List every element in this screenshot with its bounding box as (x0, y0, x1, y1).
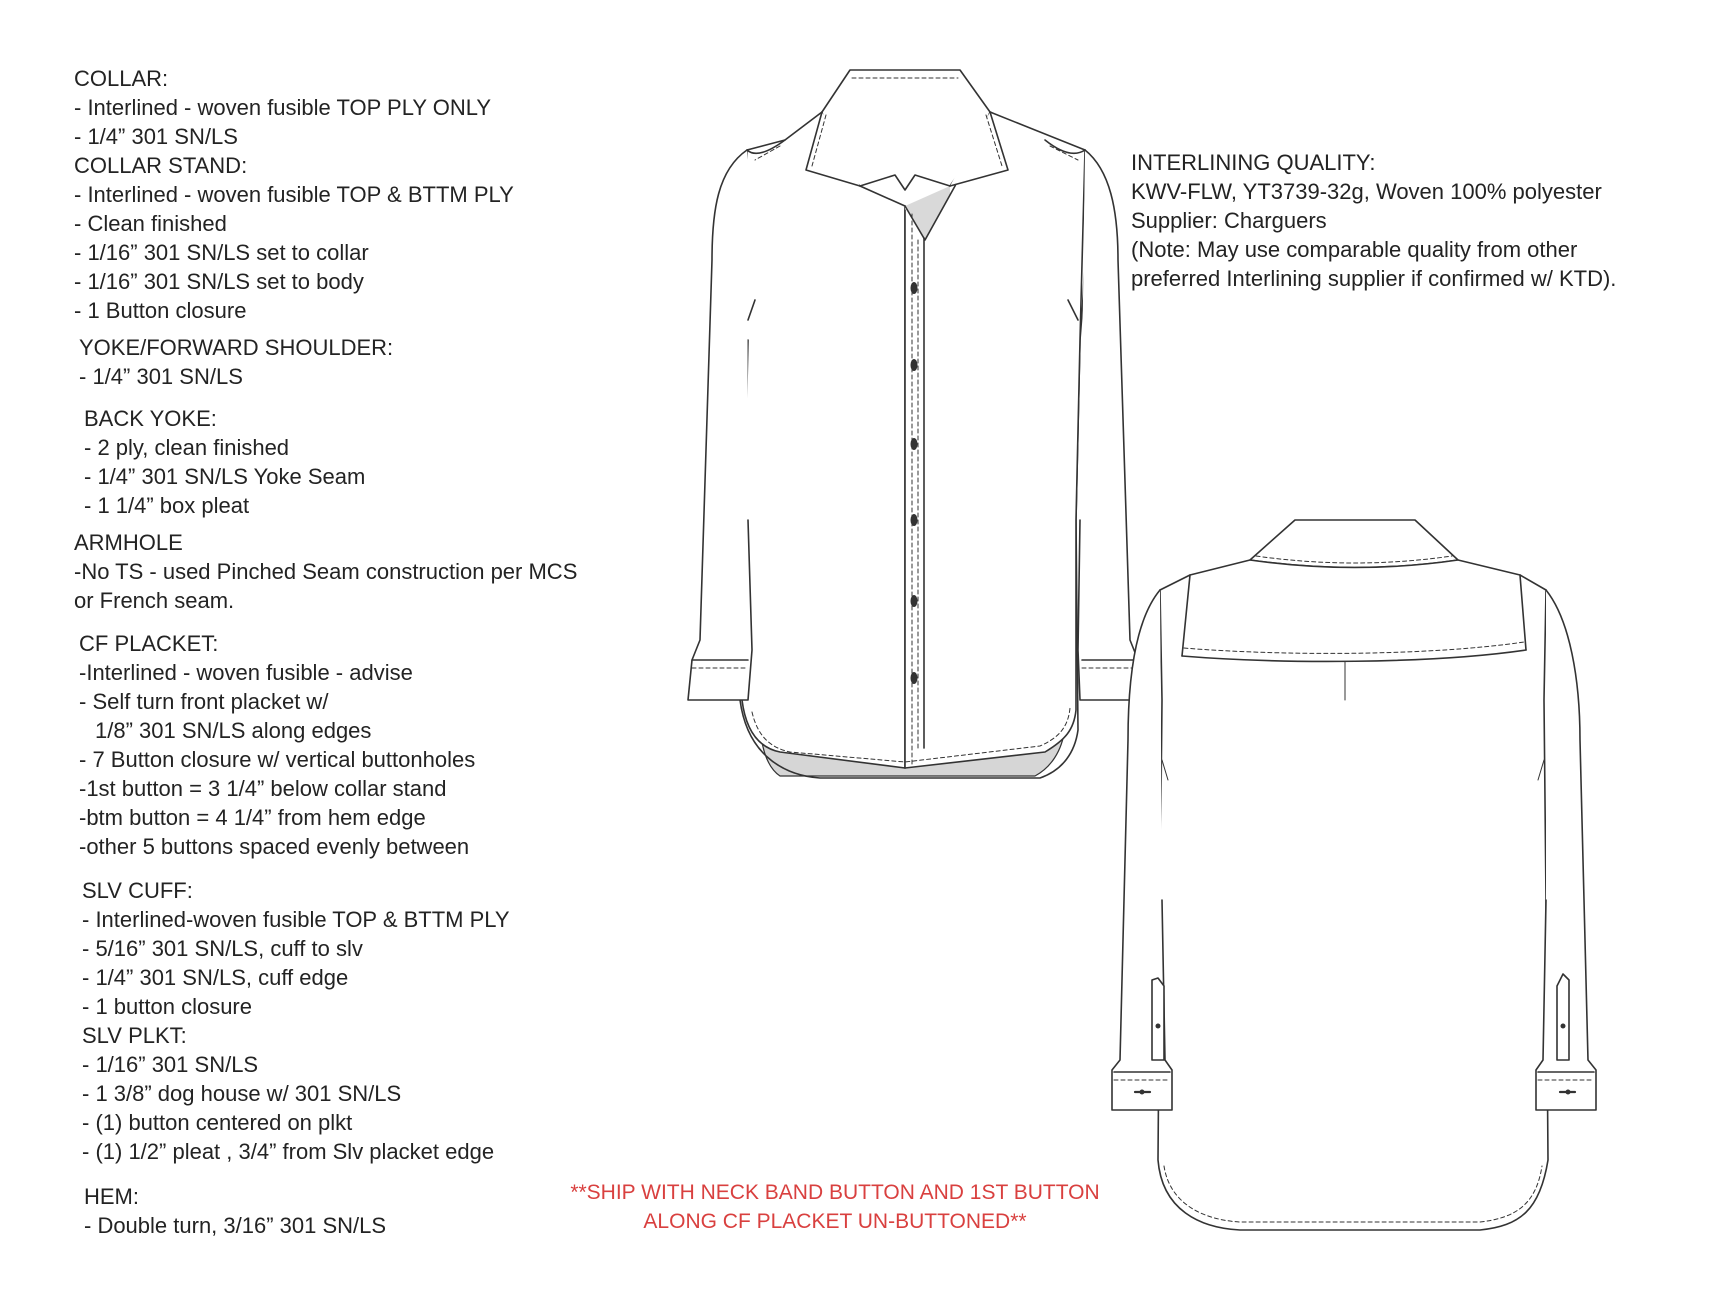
collar-line: - 1/4” 301 SN/LS (74, 124, 238, 149)
interlining-line: Supplier: Charguers (1131, 208, 1327, 233)
collar-stand-line: - Interlined - woven fusible TOP & BTTM PLY (74, 182, 514, 207)
cf-placket-line: -1st button = 3 1/4” below collar stand (79, 776, 447, 801)
ship-note-line: **SHIP WITH NECK BAND BUTTON AND 1ST BUTTON (570, 1181, 1100, 1204)
slv-plkt-line: - 1 3/8” dog house w/ 301 SN/LS (82, 1081, 402, 1106)
slv-cuff-line: - Interlined-woven fusible TOP & BTTM PLY (82, 907, 510, 932)
hem-heading: HEM: (84, 1184, 139, 1209)
interlining-line: preferred Interlining supplier if confirmed w/ KTD). (1131, 266, 1617, 291)
slv-plkt-heading: SLV PLKT: (82, 1023, 187, 1048)
slv-cuff-line: - 5/16” 301 SN/LS, cuff to slv (82, 936, 363, 961)
armhole-line: or French seam. (74, 588, 235, 613)
yoke-heading: YOKE/FORWARD SHOULDER: (79, 335, 394, 360)
slv-cuff-line: - 1 button closure (82, 994, 252, 1019)
hem-line: - Double turn, 3/16” 301 SN/LS (84, 1213, 387, 1238)
slv-plkt-line: - (1) button centered on plkt (82, 1110, 353, 1135)
interlining-heading: INTERLINING QUALITY: (1131, 150, 1376, 175)
slv-cuff-line: - 1/4” 301 SN/LS, cuff edge (82, 965, 349, 990)
back-yoke-line: - 2 ply, clean finished (84, 435, 290, 460)
armhole-heading: ARMHOLE (74, 530, 183, 555)
back-yoke-line: - 1 1/4” box pleat (84, 493, 250, 518)
cf-placket-line: -Interlined - woven fusible - advise (79, 660, 413, 685)
collar-heading: COLLAR: (74, 66, 169, 91)
slv-plkt-line: - 1/16” 301 SN/LS (82, 1052, 259, 1077)
collar-line: - Interlined - woven fusible TOP PLY ONLY (74, 95, 491, 120)
interlining-line: (Note: May use comparable quality from other (1131, 237, 1578, 262)
yoke-line: - 1/4” 301 SN/LS (79, 364, 243, 389)
collar-stand-line: - 1/16” 301 SN/LS set to body (74, 269, 364, 294)
cf-placket-line: - 7 Button closure w/ vertical buttonholes (79, 747, 476, 772)
back-yoke-line: - 1/4” 301 SN/LS Yoke Seam (84, 464, 366, 489)
front-shirt-sketch (688, 70, 1142, 778)
armhole-line: -No TS - used Pinched Seam construction per MCS (74, 559, 578, 584)
cf-placket-line: - Self turn front placket w/ (79, 689, 329, 714)
back-yoke-heading: BACK YOKE: (84, 406, 217, 431)
collar-stand-line: - 1 Button closure (74, 298, 247, 323)
ship-note-line: ALONG CF PLACKET UN-BUTTONED** (643, 1210, 1027, 1233)
slv-cuff-heading: SLV CUFF: (82, 878, 193, 903)
cf-placket-line: 1/8” 301 SN/LS along edges (95, 718, 372, 743)
collar-stand-heading: COLLAR STAND: (74, 153, 248, 178)
cf-placket-heading: CF PLACKET: (79, 631, 219, 656)
cf-placket-line: -other 5 buttons spaced evenly between (79, 834, 470, 859)
collar-stand-line: - Clean finished (74, 211, 227, 236)
cf-placket-line: -btm button = 4 1/4” from hem edge (79, 805, 426, 830)
back-shirt-sketch (1112, 520, 1596, 1230)
interlining-line: KWV-FLW, YT3739-32g, Woven 100% polyester (1131, 179, 1602, 204)
collar-stand-line: - 1/16” 301 SN/LS set to collar (74, 240, 369, 265)
slv-plkt-line: - (1) 1/2” pleat , 3/4” from Slv placket edge (82, 1139, 495, 1164)
